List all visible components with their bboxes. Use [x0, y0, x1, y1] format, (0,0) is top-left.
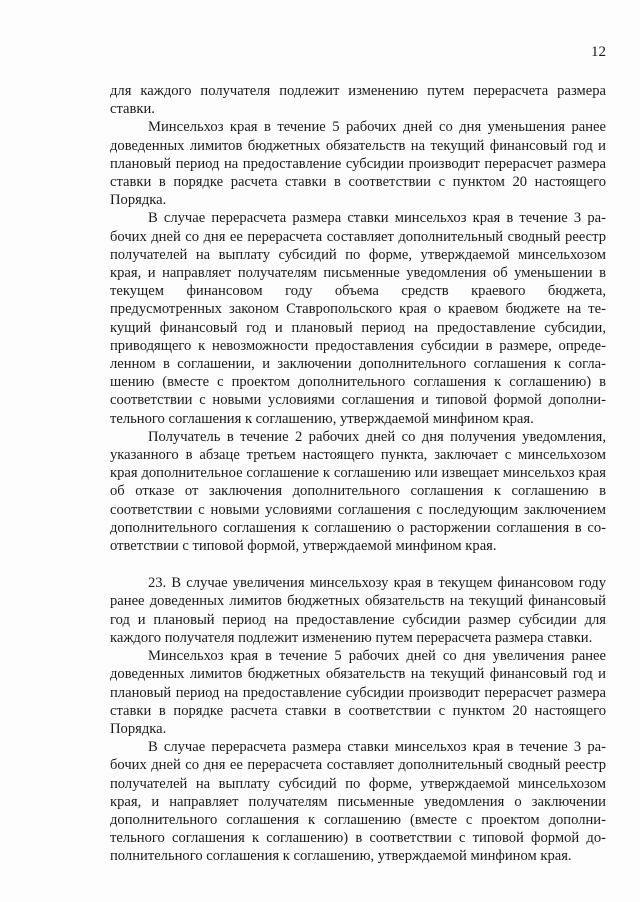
paragraph: В случае перерасчета размера ставки минсельхоз края в течение 3 рабочих дней со дня ее перерасчета составляет дополнительный сводный реестр получателей на выплату субсидий по форме, утверждаемой минсельхозом края, и направляет получателям письменные уведомления об уменьшении в текущем финансовом году объема средств краевого бюджета, предусмотренных законом Ставропольского края о краевом бюджете на текущий финансовый год и плановый период на предоставление субсидии, приводящего к невозможности предоставления субсидии в размере, определенном в соглашении, и заключении дополнительного соглашения к соглашению (вместе с проектом дополнительного соглашения к соглашению) в соответствии с новыми условиями соглашения и типовой формой дополнительного соглашения к соглашению, утверждаемой минфином края.: [110, 210, 606, 427]
paragraph-section-23: 23. В случае увеличения минсельхозу края в текущем финансовом году ранее доведенных лимитов бюджетных обязательств на текущий финансовый год и плановый период на предоставление субсидии размер субсидии для каждого получателя подлежит изменению путем перерасчета размера ставки.: [110, 575, 606, 646]
document-body: [110, 82, 606, 866]
paragraph: Минсельхоз края в течение 5 рабочих дней со дня увеличения ранее доведенных лимитов бюджетных обязательств на текущий финансовый год и плановый период на предоставление субсидии производит перерасчет размера ставки в порядке расчета ставки в соответствии с пунктом 20 настоящего Порядка.: [110, 648, 606, 737]
page-number: 12: [591, 44, 606, 60]
paragraph: Получатель в течение 2 рабочих дней со дня получения уведомления, указанного в абзаце третьем настоящего пункта, заключает с минсельхозом края дополнительное соглашение к соглашению или извещает минсельхоз края об отказе от заключения дополнительного соглашения к соглашению в соответствии с новыми условиями соглашения с последующим заключением дополнительного соглашения к соглашению о расторжении соглашения в соответствии с типовой формой, утверждаемой минфином края.: [110, 428, 606, 555]
paragraph: В случае перерасчета размера ставки минсельхоз края в течение 3 рабочих дней со дня ее перерасчета составляет дополнительный сводный реестр получателей на выплату субсидий по форме, утверждаемой минсельхозом края, и направляет получателям письменные уведомления о заключении дополнительного соглашения к соглашению (вместе с проектом дополнительного соглашения к соглашению) в соответствии с типовой формой дополнительного соглашения к соглашению, утверждаемой минфином края.: [110, 739, 606, 865]
paragraph-continuation: для каждого получателя подлежит изменению путем перерасчета размера ставки.: [110, 83, 606, 118]
paragraph: Минсельхоз края в течение 5 рабочих дней со дня уменьшения ранее доведенных лимитов бюджетных обязательств на текущий финансовый год и плановый период на предоставление субсидии производит перерасчет размера ставки в порядке расчета ставки в соответствии с пунктом 20 настоящего Порядка.: [110, 119, 606, 209]
